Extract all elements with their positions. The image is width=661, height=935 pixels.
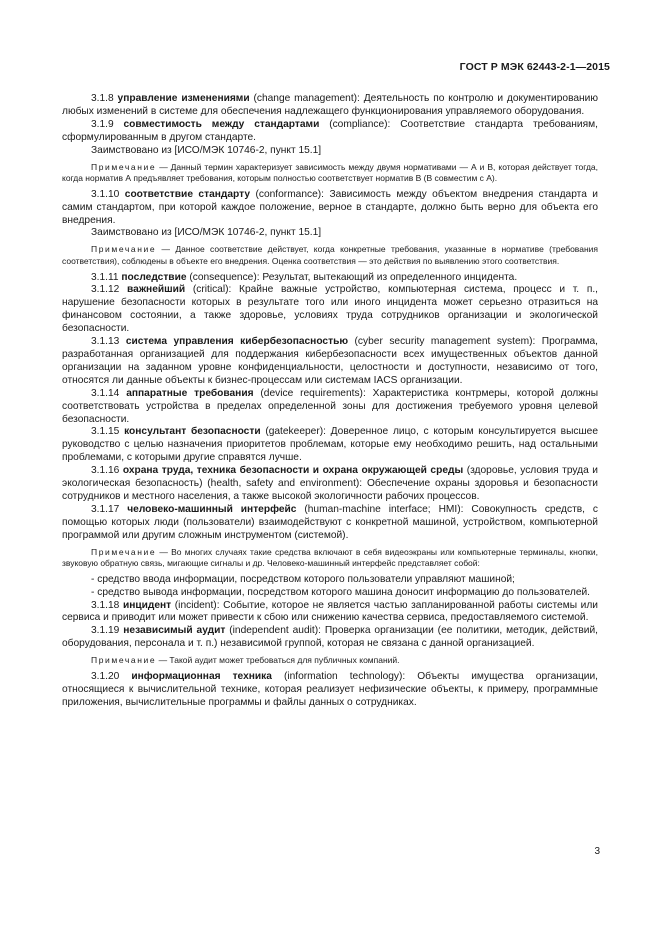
term-number: 3.1.9 (91, 118, 124, 130)
list-item: - средство вывода информации, посредством которого машина доносит информацию до пользователей. (91, 586, 591, 598)
term-note (62, 547, 598, 570)
term-definition: (incident): Событие, которое не является частью запланированной работы системы или сервиса и приводит или может привести к сбою или снижению качества сервиса, предоставляемого системой. (62, 599, 598, 624)
term-name: консультант безопасности (124, 426, 261, 438)
term-definition: (critical): Крайне важные устройство, компьютерная система, процесс и т. п., нарушение безопасности которых в результате того или иного инцидента может серьезно отразиться на финансовом состоянии, а также здоровье, условиях труда сотрудников организации и экологической безопасности. (62, 284, 599, 335)
term-source: Заимствовано из [ИСО/МЭК 10746-2, пункт 15.1] (91, 144, 322, 156)
standard-header: ГОСТ Р МЭК 62443-2-1—2015 (459, 61, 610, 73)
term-number: 3.1.18 (91, 599, 123, 611)
term-name: соответствие стандарту (124, 188, 251, 200)
note-text: — Данное соответствие действует, когда конкретные требования, указанные в нормативе (требования соответствия), соблюдены в объекте его внедрения. Оценка соответствия — это действия по выявлению этого соответствия. (62, 244, 598, 266)
term-note (62, 244, 598, 267)
term-number: 3.1.15 (91, 426, 125, 438)
term-number: 3.1.8 (91, 93, 118, 104)
term-3-1-10 (62, 189, 598, 228)
definitions-section (62, 93, 598, 710)
term-3-1-13 (62, 336, 598, 388)
term-definition: (здоровье, условия труда и экологическая безопасность) (health, safety and environment): Обеспечение охраны здоровья и безопасности сотрудников и местного населения, а также высокой экологичности рабочих процессов. (62, 465, 598, 502)
term-name: инцидент (122, 599, 172, 611)
note-text: — Во многих случаях такие средства включают в себя видеоэкраны или компьютерные терминалы, кнопки, звуковую обратную связь, мигающие сигналы и др. Человеко-машинный интерфейс представляет собой: (62, 546, 598, 569)
page-number: 3 (594, 846, 600, 857)
term-number: 3.1.12 (91, 284, 128, 296)
term-3-1-17 (62, 504, 598, 543)
note-label: Примечание (91, 655, 157, 666)
term-3-1-9 (62, 119, 598, 145)
term-name: информационная техника (131, 670, 272, 682)
term-3-1-20 (62, 671, 598, 710)
term-number: 3.1.20 (91, 670, 132, 682)
term-definition: (consequence): Результат, вытекающий из определенного инцидента. (186, 271, 518, 283)
note-text: — Данный термин характеризует зависимость между двумя нормативами — А и В, которая действует тогда, когда норматив А предъявляет требования, которым полностью соответствует норматив В (В совместим с А). (62, 161, 598, 184)
term-definition: (change management): Деятельность по контролю и документированию любых изменений в системе для обеспечения надлежащего функционирования управляемого оборудования. (62, 93, 598, 117)
term-3-1-16 (62, 465, 598, 504)
term-name: последствие (121, 271, 187, 283)
term-note (62, 162, 598, 185)
term-3-1-18 (62, 600, 598, 626)
term-3-1-14 (62, 388, 598, 427)
term-definition: (conformance): Зависимость между объектом внедрения стандарта и самим стандартом, при которой каждое положение, верное в стандарте, должно быть верно для объекта его внедрения. (62, 188, 598, 226)
term-number: 3.1.10 (91, 188, 125, 200)
note-label: Примечание (91, 546, 157, 557)
note-label: Примечание (91, 244, 157, 255)
term-source: Заимствовано из [ИСО/МЭК 10746-2, пункт 15.1] (91, 227, 322, 239)
term-name: охрана труда, техника безопасности и охрана окружающей среды (122, 465, 464, 477)
term-definition: (compliance): Соответствие стандарта требованиям, сформулированным в другом стандарте. (62, 118, 598, 143)
term-number: 3.1.11 (91, 271, 122, 283)
term-name: система управления кибербезопасностью (125, 336, 349, 348)
term-name: управление изменениями (117, 93, 250, 104)
term-number: 3.1.14 (91, 387, 127, 399)
term-name: человеко-машинный интерфейс (127, 503, 297, 515)
term-name: аппаратные требования (126, 387, 254, 399)
term-definition: (information technology): Объекты имущества организации, относящиеся к вычислительной технике, которая реализует нефизические объекты, к примеру, программные приложения, вычислительные программы и файлы данных о сотрудниках. (62, 670, 598, 708)
term-3-1-8 (62, 93, 598, 119)
term-name: важнейший (127, 284, 186, 296)
term-name: независимый аудит (123, 625, 226, 637)
term-definition: (human-machine interface; HMI): Совокупность средств, с помощью которых люди (пользователи) взаимодействуют с конкретной машиной, устройством, компьютерной программой или другим сложным инструментом (системой). (62, 503, 598, 541)
term-number: 3.1.19 (91, 625, 124, 637)
term-name: совместимость между стандартами (123, 118, 320, 130)
term-3-1-12 (62, 284, 598, 336)
term-3-1-15 (62, 426, 598, 465)
term-definition: (independent audit): Проверка организации (ее политики, методик, действий, оборудования, персонала и т. п.) независимой группой, которая не связана с данной организацией. (62, 625, 598, 650)
note-label: Примечание (91, 161, 157, 172)
list-item: - средство ввода информации, посредством которого пользователи управляют машиной; (91, 573, 515, 585)
term-definition: (gatekeeper): Доверенное лицо, с которым консультируется высшее руководство с целью назначения приоритетов проблемам, которые ему необходимо решить, над остальными проблемами, с которыми другие справятся лучше. (62, 426, 599, 464)
term-number: 3.1.13 (91, 336, 126, 348)
term-number: 3.1.16 (91, 465, 123, 477)
term-definition: (cyber security management system): Программа, разработанная организацией для поддержания кибербезопасности всех имущественных объектов данной организации на заданном уровне конфиденциальности, целостности и доступности, независимо от того, относятся ли данные объекты к бизнес-процессам или системам IACS организации. (62, 336, 599, 386)
term-note (62, 655, 598, 667)
term-3-1-11 (62, 272, 598, 285)
term-3-1-19 (62, 625, 598, 651)
term-number: 3.1.17 (91, 503, 128, 515)
note-text: — Такой аудит может требоваться для публичных компаний. (156, 655, 400, 666)
term-definition: (device requirements): Характеристика контрмеры, которой должны соответствовать устройства в пределах определенной зоны для достижения требуемого уровня целевой безопасности. (62, 387, 599, 425)
